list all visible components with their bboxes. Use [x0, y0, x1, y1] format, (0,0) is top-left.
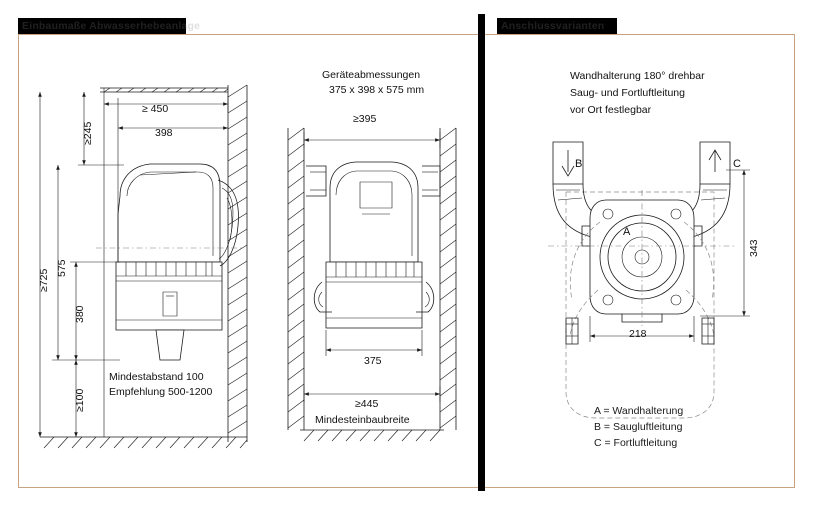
- right-header-title: Anschlussvarianten: [501, 20, 605, 32]
- legend-a: A = Wandhalterung: [594, 405, 684, 417]
- middle-caption: Mindesteinbaubreite: [315, 414, 410, 426]
- callout-a: A: [623, 226, 631, 238]
- dim-height-bottom: ≥100: [74, 388, 86, 412]
- right-title-line2: Saug- und Fortluftleitung: [570, 87, 685, 99]
- dim-right-width: 218: [629, 328, 647, 340]
- dim-height-total: ≥725: [38, 268, 50, 292]
- callout-c: C: [733, 158, 741, 170]
- right-plan-drawing: [548, 142, 750, 418]
- dim-device-width: 398: [155, 127, 173, 139]
- middle-elevation-drawing: [288, 128, 456, 441]
- note-min-distance: Mindestabstand 100: [109, 371, 204, 383]
- dim-middle-top: ≥395: [353, 113, 377, 125]
- legend-b: B = Saugluftleitung: [594, 421, 683, 433]
- dim-middle-device: 375: [364, 355, 382, 367]
- dim-right-height: 343: [748, 239, 760, 257]
- middle-title-line1: Geräteabmessungen: [322, 69, 421, 81]
- dim-height-575: 575: [56, 259, 68, 277]
- legend-c: C = Fortluftleitung: [594, 437, 678, 449]
- right-title-line1: Wandhalterung 180° drehbar: [570, 70, 705, 82]
- dim-height-top: ≥245: [82, 121, 94, 145]
- dim-top-width-min: ≥ 450: [142, 103, 169, 115]
- left-header-title: Einbaumaße Abwasserhebeanlage: [22, 20, 201, 32]
- middle-title-line2: 375 x 398 x 575 mm: [329, 84, 425, 96]
- note-recommendation: Empfehlung 500-1200: [109, 386, 213, 398]
- callout-b: B: [575, 158, 583, 170]
- right-title-line3: vor Ort festlegbar: [570, 104, 652, 116]
- dim-middle-space: ≥445: [355, 398, 379, 410]
- dim-height-380: 380: [74, 305, 86, 323]
